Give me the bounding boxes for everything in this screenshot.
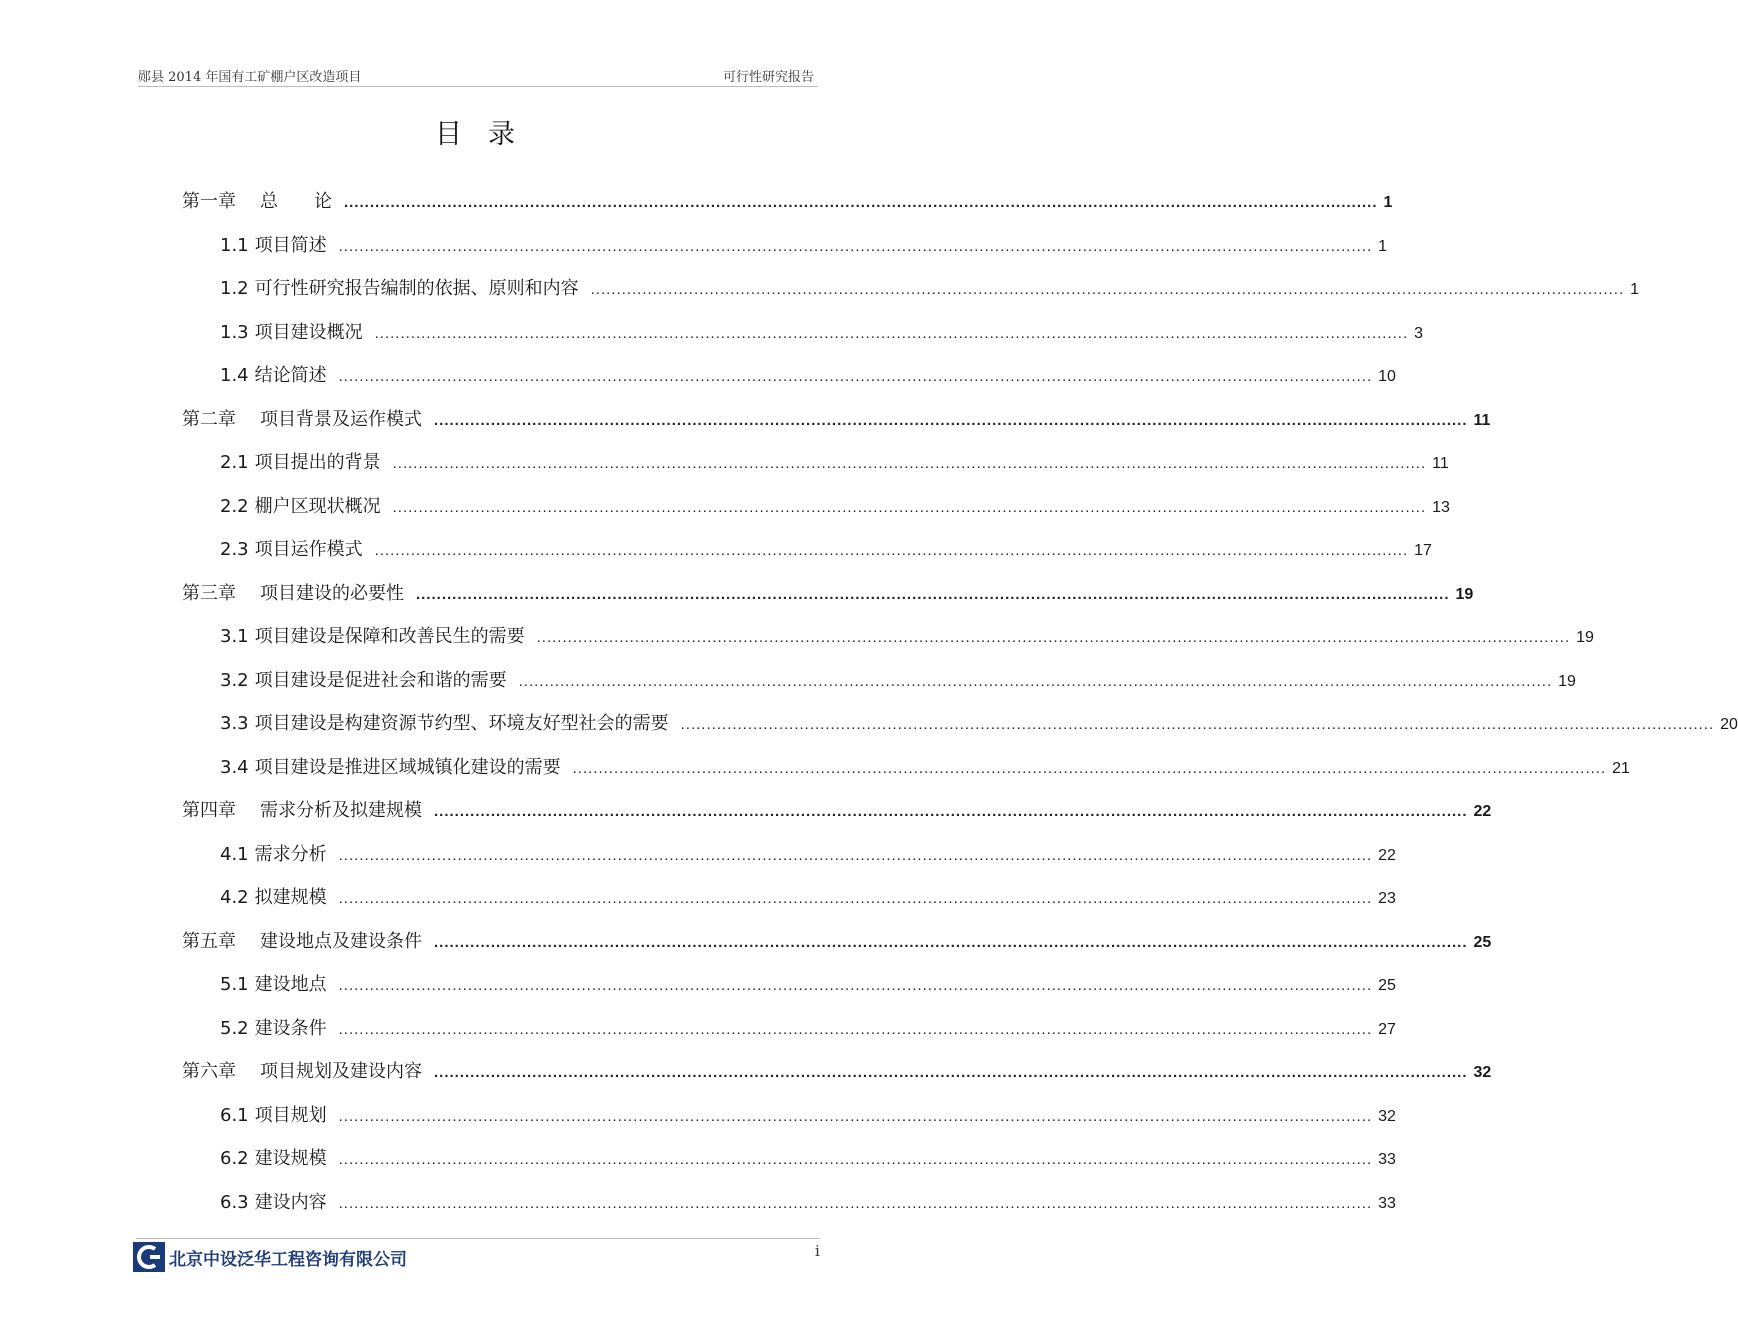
- toc-section-entry[interactable]: [220, 710, 1738, 738]
- toc-entry-number: 1.1: [220, 234, 249, 256]
- toc-entry-text: 项目建设概况: [254, 321, 363, 343]
- toc-entry-label: [220, 319, 363, 347]
- toc-page-number: 3: [1414, 324, 1424, 342]
- toc-page-number: 19: [1455, 585, 1474, 603]
- toc-chapter-entry[interactable]: [182, 406, 1491, 434]
- toc-entry-text: 结论简述: [254, 365, 327, 386]
- toc-page-number: 33: [1378, 1151, 1396, 1168]
- toc-page-number: 33: [1378, 1194, 1396, 1212]
- toc-entry-label: [220, 362, 327, 390]
- toc-entry-label: [182, 188, 332, 216]
- toc-page-number: 10: [1378, 368, 1396, 385]
- toc-entry-number: 5.1: [220, 974, 249, 995]
- toc-page-number: 1: [1383, 194, 1393, 211]
- toc-entry-label: [220, 449, 381, 477]
- toc-page-number: 13: [1432, 498, 1450, 516]
- toc-entry-number: 第三章: [182, 582, 236, 604]
- toc-page-number: 21: [1612, 759, 1630, 777]
- toc-leader-dots: ........................................................................................................................................................................................................: [374, 324, 1409, 342]
- toc-entry-text: 需求分析: [254, 843, 327, 865]
- toc-leader-dots: ........................................................................................................................................................................................................: [572, 759, 1607, 777]
- toc-entry-number: 第四章: [182, 800, 236, 821]
- toc-page-number: 19: [1558, 672, 1576, 690]
- toc-leader-dots: ........................................................................................................................................................................................................: [374, 542, 1409, 559]
- toc-leader-dots: ........................................................................................................................................................................................................: [338, 1194, 1373, 1212]
- toc-entry-number: 4.2: [220, 887, 249, 908]
- toc-entry-text: 需求分析及拟建规模: [260, 800, 422, 821]
- toc-entry-label: [220, 275, 579, 303]
- toc-section-entry[interactable]: [220, 667, 1576, 695]
- toc-page-number: 32: [1378, 1107, 1396, 1125]
- toc-section-entry[interactable]: [220, 841, 1396, 869]
- toc-section-entry[interactable]: [220, 884, 1396, 912]
- toc-chapter-entry[interactable]: [182, 1058, 1492, 1086]
- page-title: 目录: [435, 119, 541, 150]
- toc-leader-dots: ........................................................................................................................................................................................................: [392, 498, 1427, 516]
- toc-page-number: 27: [1378, 1020, 1396, 1038]
- toc-entry-label: [220, 1102, 327, 1130]
- toc-chapter-entry[interactable]: [182, 580, 1474, 608]
- toc-entry-number: 1.3: [220, 321, 249, 343]
- footer-divider: [136, 1238, 820, 1239]
- toc-entry-label: [220, 1145, 327, 1173]
- toc-leader-dots: ........................................................................................................................................................................................................: [338, 1107, 1373, 1125]
- toc-entry-label: [220, 884, 327, 912]
- toc-entry-number: 第一章: [182, 191, 236, 212]
- toc-entry-label: [220, 667, 507, 695]
- toc-entry-number: 1.4: [220, 365, 249, 386]
- toc-leader-dots: ........................................................................................................................................................................................................: [338, 890, 1373, 907]
- toc-section-entry[interactable]: [220, 623, 1594, 651]
- header-project-title: 郧县 2014 年国有工矿棚户区改造项目: [138, 70, 362, 85]
- toc-page-number: 22: [1378, 846, 1396, 864]
- toc-leader-dots: ........................................................................................................................................................................................................: [536, 629, 1571, 646]
- toc-leader-dots: ........................................................................................................................................................................................................: [392, 455, 1427, 472]
- company-logo: [133, 1241, 407, 1273]
- toc-leader-dots: ........................................................................................................................................................................................................: [416, 585, 1450, 603]
- toc-section-entry[interactable]: [220, 1102, 1396, 1130]
- toc-entry-number: 3.3: [220, 713, 249, 734]
- toc-section-entry[interactable]: [220, 536, 1432, 564]
- toc-entry-text: 建设条件: [254, 1017, 327, 1039]
- toc-section-entry[interactable]: [220, 971, 1396, 999]
- toc-entry-label: [182, 1058, 422, 1086]
- toc-section-entry[interactable]: [220, 362, 1396, 390]
- toc-entry-number: 5.2: [220, 1017, 249, 1039]
- toc-entry-label: [182, 580, 404, 608]
- toc-leader-dots: ........................................................................................................................................................................................................: [344, 194, 1378, 211]
- toc-leader-dots: ........................................................................................................................................................................................................: [434, 803, 1468, 820]
- toc-entry-number: 第二章: [182, 408, 236, 430]
- toc-leader-dots: ........................................................................................................................................................................................................: [434, 933, 1468, 951]
- toc-section-entry[interactable]: [220, 754, 1630, 782]
- toc-entry-text: 项目建设是保障和改善民生的需要: [254, 626, 525, 647]
- page-header: [138, 66, 818, 87]
- toc-entry-text: 项目建设的必要性: [260, 582, 404, 604]
- page-number: i: [815, 1242, 820, 1260]
- toc-section-entry[interactable]: [220, 275, 1640, 303]
- toc-entry-number: 1.2: [220, 278, 249, 299]
- toc-entry-number: 6.1: [220, 1104, 249, 1126]
- toc-entry-label: [182, 406, 422, 434]
- toc-entry-text: 建设地点: [254, 974, 327, 995]
- toc-entry-number: 3.2: [220, 669, 249, 691]
- toc-chapter-entry[interactable]: [182, 188, 1393, 216]
- toc-entry-number: 2.1: [220, 452, 249, 473]
- toc-page-number: 23: [1378, 890, 1396, 907]
- toc-leader-dots: ........................................................................................................................................................................................................: [680, 716, 1715, 733]
- toc-section-entry[interactable]: [220, 319, 1424, 347]
- toc-entry-text: 项目提出的背景: [254, 452, 381, 473]
- toc-entry-number: 4.1: [220, 843, 249, 865]
- toc-leader-dots: ........................................................................................................................................................................................................: [590, 281, 1625, 298]
- toc-entry-number: 6.2: [220, 1148, 249, 1169]
- toc-page-number: 11: [1432, 455, 1449, 472]
- toc-section-entry[interactable]: [220, 232, 1388, 260]
- toc-page-number: 17: [1414, 542, 1432, 559]
- toc-section-entry[interactable]: [220, 449, 1449, 477]
- toc-chapter-entry[interactable]: [182, 928, 1492, 956]
- toc-leader-dots: ........................................................................................................................................................................................................: [518, 672, 1553, 690]
- toc-entry-label: [182, 797, 422, 825]
- toc-entry-text: 项目简述: [254, 234, 327, 256]
- toc-page-number: 22: [1473, 803, 1492, 820]
- toc-entry-text: 项目运作模式: [254, 539, 363, 560]
- toc-page-number: 11: [1473, 411, 1491, 429]
- toc-entry-number: 2.3: [220, 539, 249, 560]
- toc-leader-dots: ........................................................................................................................................................................................................: [338, 237, 1373, 255]
- toc-entry-label: [220, 971, 327, 999]
- toc-leader-dots: ........................................................................................................................................................................................................: [338, 368, 1373, 385]
- toc-leader-dots: ........................................................................................................................................................................................................: [434, 411, 1468, 429]
- toc-entry-number: 3.1: [220, 626, 249, 647]
- toc-entry-text: 棚户区现状概况: [254, 495, 381, 517]
- toc-entry-number: 第五章: [182, 930, 236, 952]
- toc-entry-label: [182, 928, 422, 956]
- toc-entry-label: [220, 623, 525, 651]
- toc-entry-text: 建设规模: [254, 1148, 327, 1169]
- toc-entry-text: 项目建设是构建资源节约型、环境友好型社会的需要: [254, 713, 669, 734]
- toc-section-entry[interactable]: [220, 493, 1450, 521]
- toc-entry-number: 3.4: [220, 756, 249, 778]
- logo-icon: [133, 1242, 165, 1272]
- toc-page-number: 19: [1576, 629, 1594, 646]
- toc-leader-dots: ........................................................................................................................................................................................................: [338, 1151, 1373, 1168]
- toc-section-entry[interactable]: [220, 1189, 1396, 1217]
- toc-entry-label: [220, 754, 561, 782]
- toc-entry-number: 6.3: [220, 1191, 249, 1213]
- toc-entry-text: 项目背景及运作模式: [260, 408, 422, 430]
- toc-entry-text: 可行性研究报告编制的依据、原则和内容: [254, 278, 579, 299]
- toc-entry-text: 项目建设是推进区域城镇化建设的需要: [254, 756, 561, 778]
- toc-entry-number: 2.2: [220, 495, 249, 517]
- toc-entry-label: [220, 1189, 327, 1217]
- toc-chapter-entry[interactable]: [182, 797, 1492, 825]
- toc-entry-text: 建设内容: [254, 1191, 327, 1213]
- toc-entry-label: [220, 232, 327, 260]
- toc-page-number: 20: [1720, 716, 1738, 733]
- header-report-type: 可行性研究报告: [722, 70, 814, 85]
- toc-leader-dots: ........................................................................................................................................................................................................: [338, 977, 1373, 994]
- toc-page-number: 25: [1473, 933, 1492, 951]
- toc-entry-text: 建设地点及建设条件: [260, 930, 422, 952]
- toc-page-number: 25: [1378, 977, 1396, 994]
- toc-entry-text: 项目规划: [254, 1104, 327, 1126]
- toc-entry-label: [220, 1015, 327, 1043]
- toc-entry-text: 项目规划及建设内容: [260, 1061, 422, 1082]
- toc-page-number: 1: [1630, 281, 1640, 298]
- footer-company-name: 北京中设泛华工程咨询有限公司: [169, 1249, 407, 1269]
- toc-entry-text: 拟建规模: [254, 887, 327, 908]
- toc-entry-label: [220, 841, 327, 869]
- toc-entry-label: [220, 536, 363, 564]
- toc-leader-dots: ........................................................................................................................................................................................................: [338, 1020, 1373, 1038]
- toc-leader-dots: ........................................................................................................................................................................................................: [434, 1064, 1468, 1081]
- toc-entry-text: 项目建设是促进社会和谐的需要: [254, 669, 507, 691]
- toc-entry-label: [220, 710, 669, 738]
- toc-entry-label: [220, 493, 381, 521]
- toc-section-entry[interactable]: [220, 1015, 1396, 1043]
- toc-entry-number: 第六章: [182, 1061, 236, 1082]
- toc-entry-text: 总 论: [260, 191, 332, 212]
- toc-leader-dots: ........................................................................................................................................................................................................: [338, 846, 1373, 864]
- toc-page-number: 1: [1378, 237, 1388, 255]
- toc-section-entry[interactable]: [220, 1145, 1396, 1173]
- toc-page-number: 32: [1473, 1064, 1492, 1081]
